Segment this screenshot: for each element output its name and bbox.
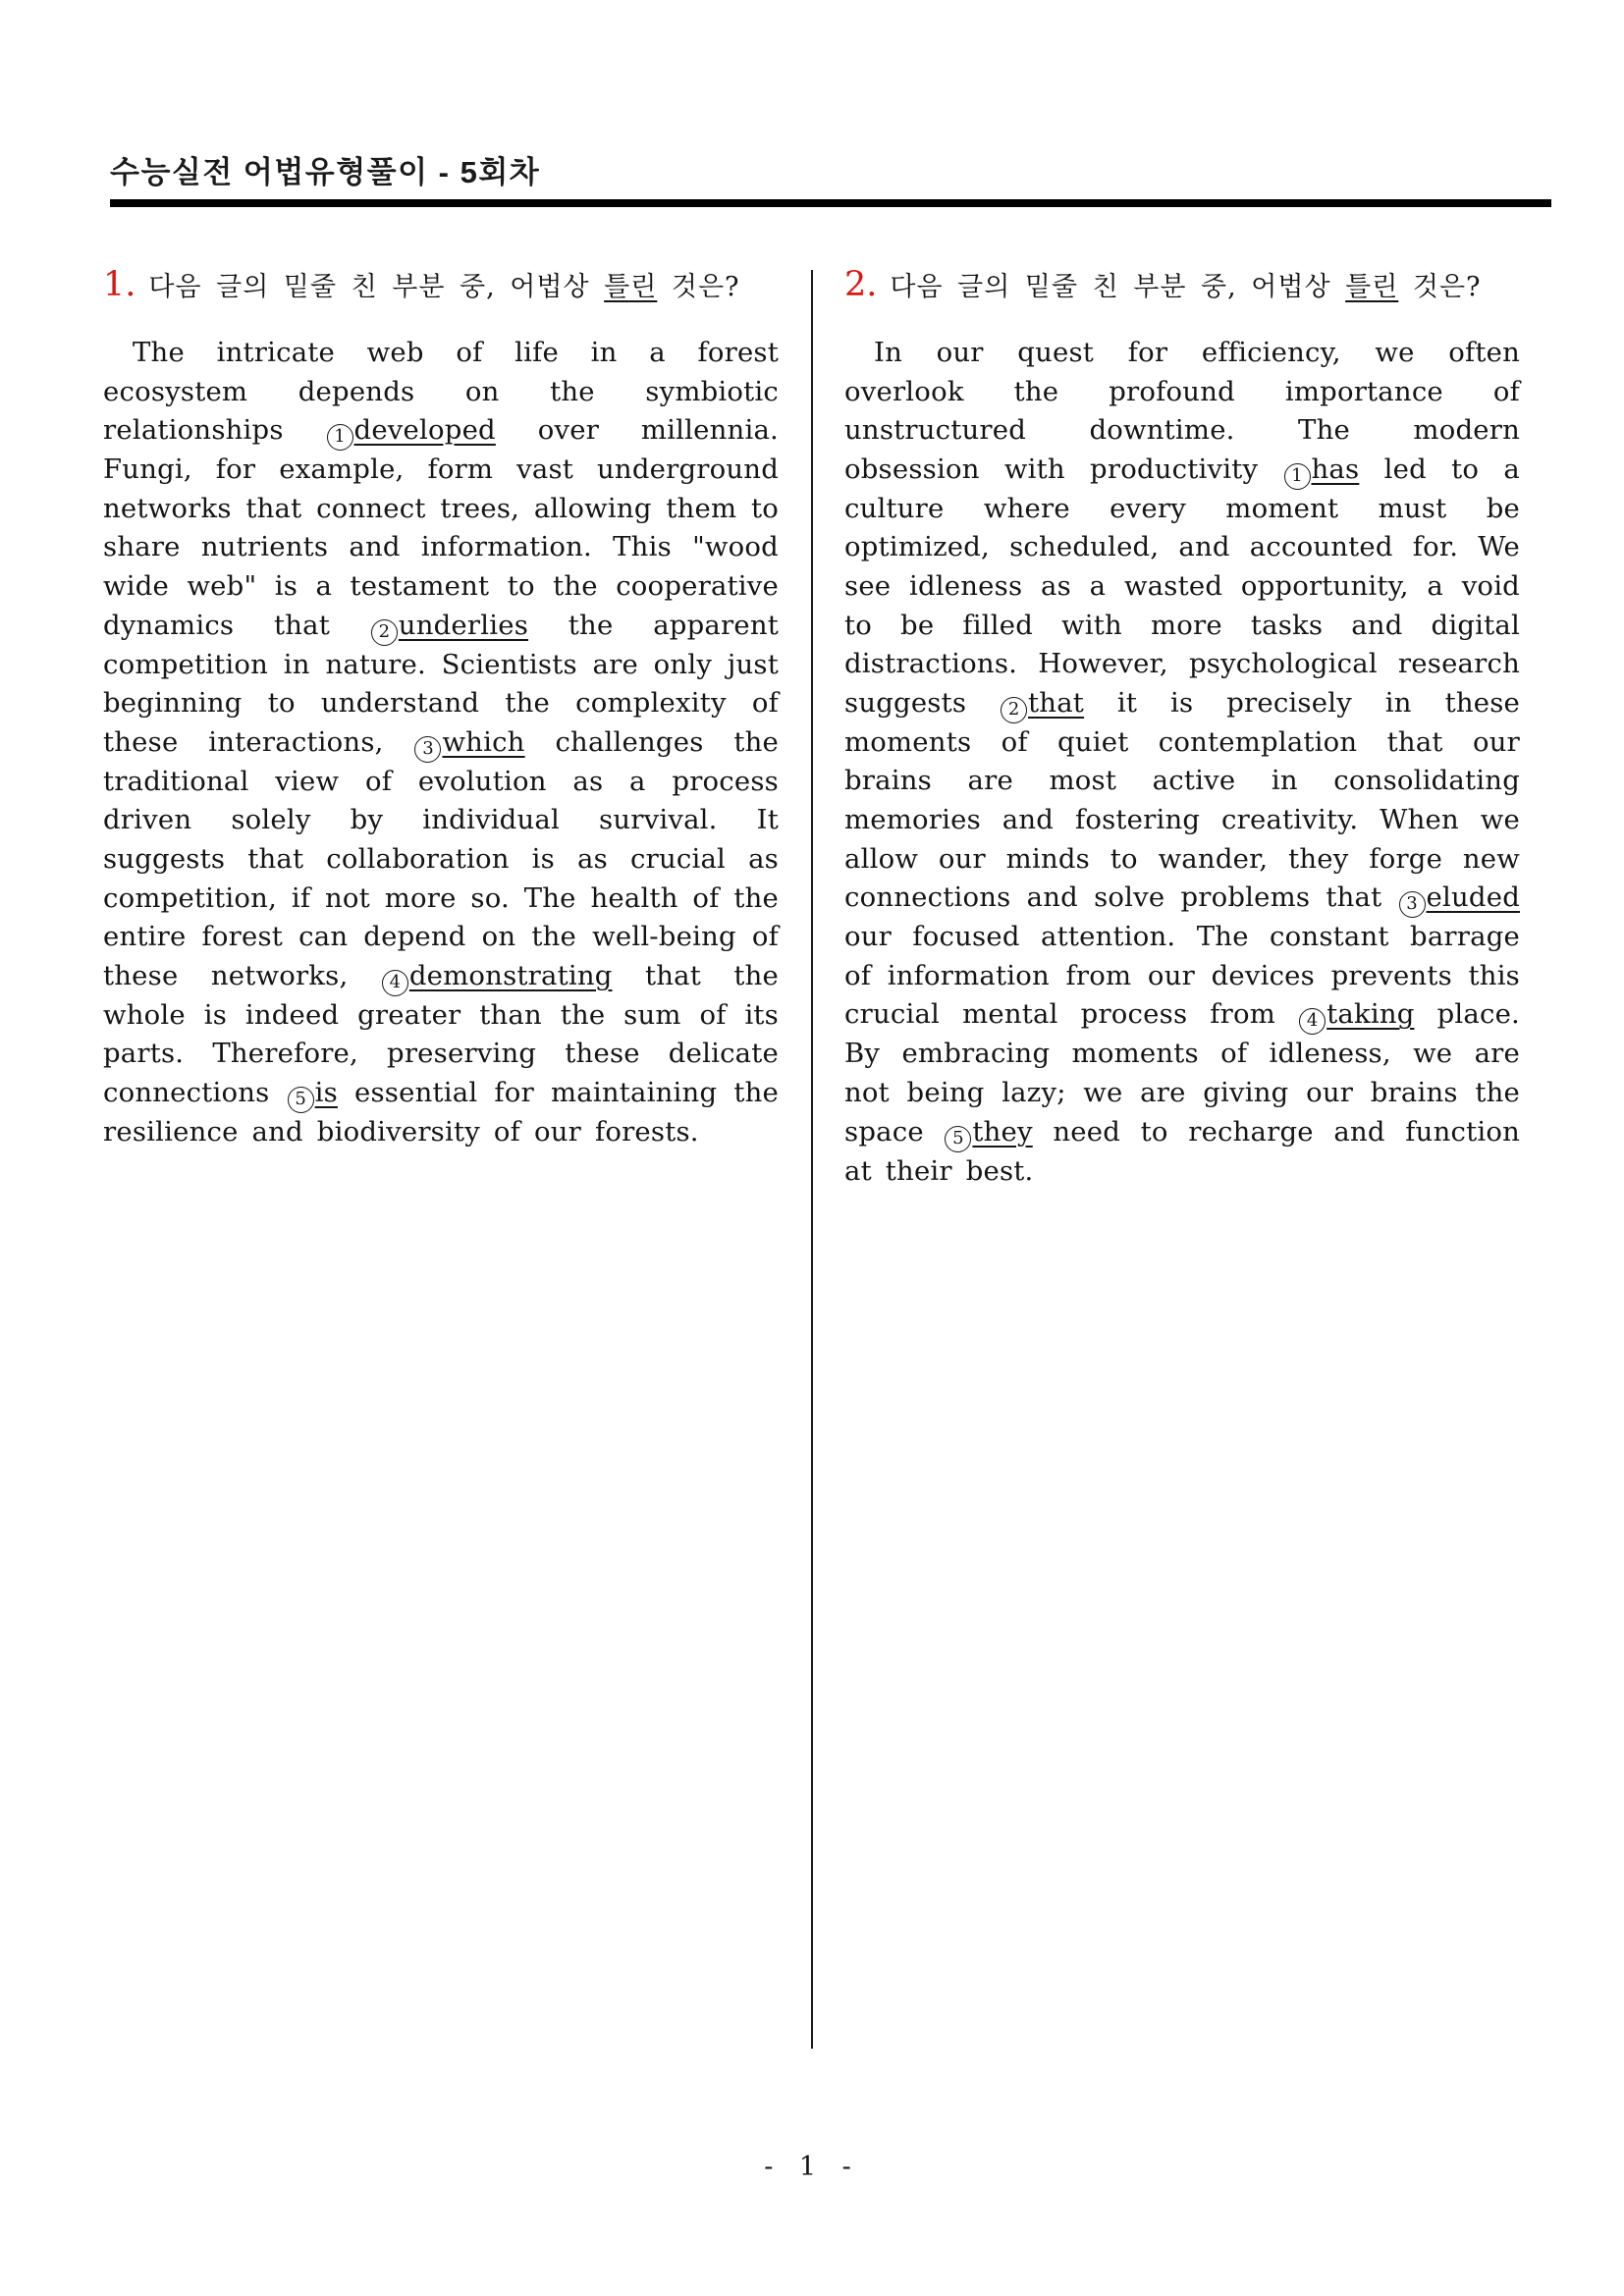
passage-text: In our quest for efficiency, we often overlook the profound importance of unstructured downtime. The modern obsession with productivity [844, 337, 1520, 485]
passage-text: 것은? [1398, 272, 1482, 302]
underlined-choice-text: developed [353, 414, 496, 447]
underlined-choice-text: they [972, 1115, 1033, 1148]
circled-number-2-icon: 2 [371, 619, 398, 646]
question-1-number: 1. [103, 265, 136, 304]
underlined-choice-text: eluded [1426, 881, 1520, 914]
circled-number-2-icon: 2 [1001, 697, 1027, 723]
underlined-choice-text: is [314, 1076, 338, 1108]
passage-text: our focused attention. The constant barrage of information from our devices prevents this crucial mental process from [844, 921, 1520, 1031]
passage-text: 다음 글의 밑줄 친 부분 중, 어법상 [890, 272, 1346, 302]
question-1-heading [103, 265, 779, 307]
underlined-choice-text: demonstrating [408, 959, 613, 991]
passage-text: 다음 글의 밑줄 친 부분 중, 어법상 [148, 272, 605, 302]
passage-text: 것은? [657, 272, 740, 302]
passage-text: that the whole is indeed greater than the sum of its parts. Therefore, preserving these delicate connections [103, 959, 780, 1108]
passage-text: the apparent competition in nature. Scientists are only just beginning to understand the complexity of these interactions, [103, 609, 779, 758]
underlined-choice-text: which [442, 725, 525, 758]
passage-text: need to recharge and function at their best. [844, 1115, 1520, 1187]
circled-number-3-icon: 3 [1399, 891, 1426, 918]
column-divider [811, 270, 813, 2049]
underlined-choice-text: taking [1326, 998, 1415, 1031]
circled-number-1-icon: 1 [1284, 463, 1311, 490]
circled-number-5-icon: 5 [288, 1087, 314, 1113]
passage-text: challenges the traditional view of evolution as a process driven solely by individual survival. It suggests that collaboration is as crucial as competition, if not more so. The health of the entire forest can depend on the well-being of these networks, [103, 725, 779, 991]
passage-text: it is precisely in these moments of quiet contemplation that our brains are most active in consolidating memories and fostering creativity. When we allow our minds to wander, they forge new connections and solve problems that [844, 686, 1520, 914]
page-number: - 1 - [764, 2152, 860, 2182]
circled-number-4-icon: 4 [1299, 1008, 1326, 1035]
circled-number-4-icon: 4 [382, 970, 408, 996]
question-2-number: 2. [844, 265, 878, 304]
question-2-block [844, 257, 1520, 1191]
underlined-choice-text: underlies [398, 609, 529, 641]
passage-text: essential for maintaining the resilience and biodiversity of our forests. [103, 1076, 779, 1148]
circled-number-1-icon: 1 [327, 424, 353, 451]
question-2-passage [844, 334, 1520, 1191]
circled-number-5-icon: 5 [945, 1126, 971, 1152]
underlined-choice-text: 틀린 [604, 272, 658, 302]
passage-text: The intricate web of life in a forest ecosystem depends on the symbiotic relationships [103, 337, 779, 447]
passage-text: led to a culture where every moment must be optimized, scheduled, and accounted for. We see idleness as a wasted opportunity, a void to be filled with more tasks and digital distractions. However, psychological research suggests [844, 453, 1521, 719]
question-1-passage [103, 334, 779, 1152]
content-columns [0, 257, 1624, 2054]
passage-text: over millennia. Fungi, for example, form vast underground networks that connect trees, allowing them to share nutrients and information. This "wood wide web" is a testament to the cooperative dynamics that [103, 414, 779, 641]
underlined-choice-text: that [1028, 686, 1085, 719]
worksheet-title: 수능실전 어법유형풀이 - 5회차 [110, 155, 541, 189]
question-1-prompt [148, 268, 739, 307]
passage-text: place. By embracing moments of idleness, we are not being lazy; we are giving our brains the space [844, 998, 1520, 1148]
underlined-choice-text: 틀린 [1345, 272, 1399, 302]
header-rule [110, 199, 1551, 207]
underlined-choice-text: has [1311, 453, 1360, 485]
circled-number-3-icon: 3 [414, 736, 441, 763]
question-2-prompt [890, 268, 1481, 307]
question-2-heading [844, 265, 1520, 307]
question-1-block [103, 257, 779, 1152]
